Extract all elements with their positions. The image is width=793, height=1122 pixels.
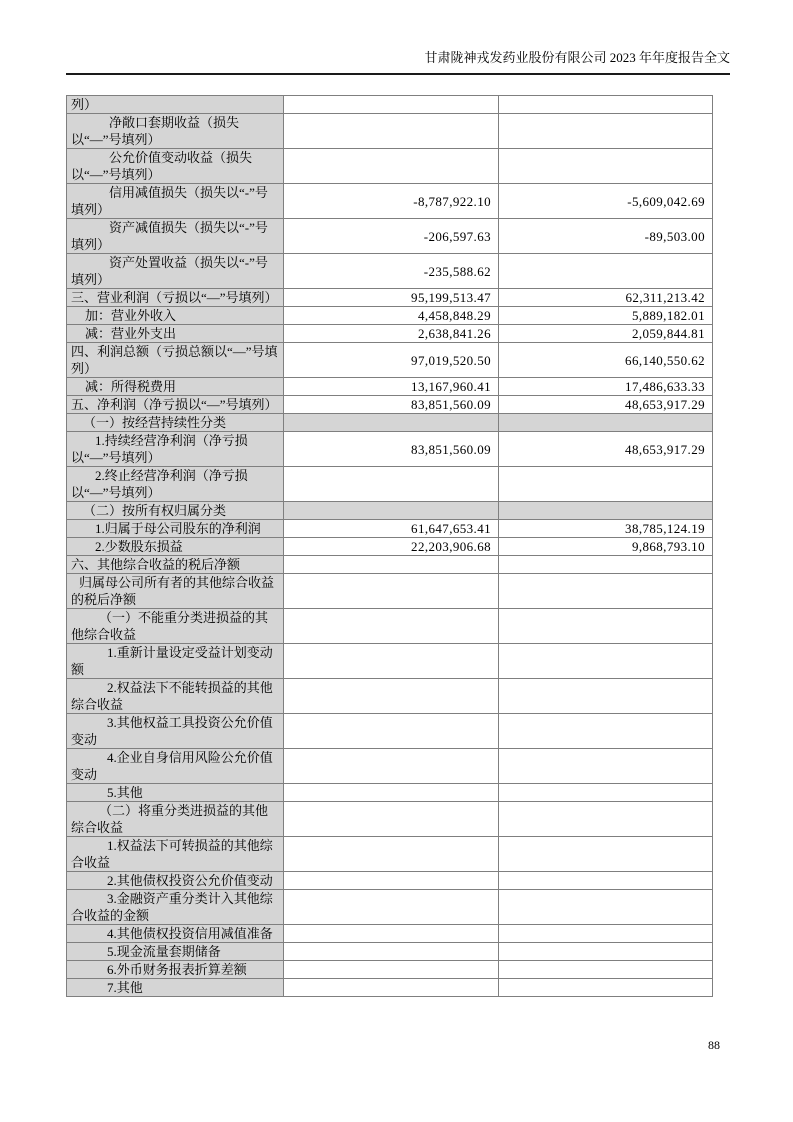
row-value-current-period bbox=[284, 943, 499, 961]
row-value-prior-period bbox=[499, 96, 713, 114]
row-value-prior-period bbox=[499, 837, 713, 872]
row-value-prior-period bbox=[499, 872, 713, 890]
header-rule bbox=[66, 73, 730, 75]
row-value-prior-period bbox=[499, 644, 713, 679]
row-label: 资产减值损失（损失以“-”号填列） bbox=[67, 219, 284, 254]
row-value-current-period bbox=[284, 414, 499, 432]
row-value-current-period bbox=[284, 961, 499, 979]
table-row bbox=[67, 872, 713, 890]
row-value-prior-period: -5,609,042.69 bbox=[499, 184, 713, 219]
row-label: 信用减值损失（损失以“-”号填列） bbox=[67, 184, 284, 219]
row-label: 1.权益法下可转损益的其他综合收益 bbox=[67, 837, 284, 872]
row-value-current-period bbox=[284, 925, 499, 943]
row-label: 6.外币财务报表折算差额 bbox=[67, 961, 284, 979]
page-header-title: 甘肃陇神戎发药业股份有限公司 2023 年年度报告全文 bbox=[424, 50, 730, 65]
table-row bbox=[67, 679, 713, 714]
row-value-prior-period: -89,503.00 bbox=[499, 219, 713, 254]
table-row bbox=[67, 520, 713, 538]
row-value-current-period: 4,458,848.29 bbox=[284, 307, 499, 325]
row-label: 公允价值变动收益（损失以“—”号填列） bbox=[67, 149, 284, 184]
row-value-current-period bbox=[284, 890, 499, 925]
row-value-current-period: 61,647,653.41 bbox=[284, 520, 499, 538]
row-label: 1.重新计量设定受益计划变动额 bbox=[67, 644, 284, 679]
row-value-current-period bbox=[284, 114, 499, 149]
row-label: 六、其他综合收益的税后净额 bbox=[67, 556, 284, 574]
row-value-current-period bbox=[284, 784, 499, 802]
row-value-prior-period: 48,653,917.29 bbox=[499, 396, 713, 414]
row-value-current-period: 95,199,513.47 bbox=[284, 289, 499, 307]
table-row bbox=[67, 714, 713, 749]
row-value-prior-period bbox=[499, 802, 713, 837]
row-value-current-period bbox=[284, 837, 499, 872]
row-label: 7.其他 bbox=[67, 979, 284, 997]
row-value-current-period bbox=[284, 679, 499, 714]
row-value-current-period bbox=[284, 802, 499, 837]
row-value-prior-period bbox=[499, 467, 713, 502]
row-value-prior-period bbox=[499, 574, 713, 609]
row-value-prior-period: 66,140,550.62 bbox=[499, 343, 713, 378]
row-value-prior-period: 48,653,917.29 bbox=[499, 432, 713, 467]
row-value-current-period bbox=[284, 502, 499, 520]
table-row bbox=[67, 609, 713, 644]
table-row bbox=[67, 943, 713, 961]
row-value-current-period bbox=[284, 609, 499, 644]
table-row bbox=[67, 467, 713, 502]
table-row bbox=[67, 644, 713, 679]
row-label: 1.归属于母公司股东的净利润 bbox=[67, 520, 284, 538]
table-row bbox=[67, 307, 713, 325]
row-value-current-period bbox=[284, 644, 499, 679]
row-label: （一）不能重分类进损益的其他综合收益 bbox=[67, 609, 284, 644]
row-value-current-period: 83,851,560.09 bbox=[284, 432, 499, 467]
row-value-prior-period bbox=[499, 890, 713, 925]
table-row bbox=[67, 289, 713, 307]
row-label: 减：所得税费用 bbox=[67, 378, 284, 396]
row-label: 3.金融资产重分类计入其他综合收益的金额 bbox=[67, 890, 284, 925]
row-value-current-period: 22,203,906.68 bbox=[284, 538, 499, 556]
row-value-prior-period bbox=[499, 943, 713, 961]
row-value-prior-period bbox=[499, 714, 713, 749]
row-label: 加：营业外收入 bbox=[67, 307, 284, 325]
table-row bbox=[67, 556, 713, 574]
row-value-current-period: 13,167,960.41 bbox=[284, 378, 499, 396]
row-value-prior-period bbox=[499, 679, 713, 714]
row-value-prior-period bbox=[499, 784, 713, 802]
table-row bbox=[67, 802, 713, 837]
row-value-prior-period bbox=[499, 149, 713, 184]
table-row bbox=[67, 837, 713, 872]
row-label: 减：营业外支出 bbox=[67, 325, 284, 343]
row-value-current-period bbox=[284, 714, 499, 749]
table-row bbox=[67, 343, 713, 378]
row-value-current-period: 83,851,560.09 bbox=[284, 396, 499, 414]
table-row bbox=[67, 219, 713, 254]
row-value-prior-period: 9,868,793.10 bbox=[499, 538, 713, 556]
row-value-prior-period bbox=[499, 925, 713, 943]
table-row bbox=[67, 749, 713, 784]
row-label: （一）按经营持续性分类 bbox=[67, 414, 284, 432]
table-row bbox=[67, 979, 713, 997]
table-row bbox=[67, 925, 713, 943]
row-value-prior-period: 38,785,124.19 bbox=[499, 520, 713, 538]
row-label: 五、净利润（净亏损以“—”号填列） bbox=[67, 396, 284, 414]
table-row bbox=[67, 254, 713, 289]
row-value-current-period: 97,019,520.50 bbox=[284, 343, 499, 378]
row-value-prior-period bbox=[499, 254, 713, 289]
row-value-prior-period: 62,311,213.42 bbox=[499, 289, 713, 307]
row-value-prior-period bbox=[499, 414, 713, 432]
row-value-current-period bbox=[284, 96, 499, 114]
table-row bbox=[67, 502, 713, 520]
row-label: 列） bbox=[67, 96, 284, 114]
row-label: 1.持续经营净利润（净亏损以“—”号填列） bbox=[67, 432, 284, 467]
table-row bbox=[67, 378, 713, 396]
row-label: 2.终止经营净利润（净亏损以“—”号填列） bbox=[67, 467, 284, 502]
table-row bbox=[67, 184, 713, 219]
table-row bbox=[67, 574, 713, 609]
row-value-current-period: -235,588.62 bbox=[284, 254, 499, 289]
row-value-prior-period bbox=[499, 502, 713, 520]
row-value-current-period: 2,638,841.26 bbox=[284, 325, 499, 343]
row-label: 归属母公司所有者的其他综合收益的税后净额 bbox=[67, 574, 284, 609]
row-label: 净敞口套期收益（损失以“—”号填列） bbox=[67, 114, 284, 149]
row-value-prior-period bbox=[499, 961, 713, 979]
row-value-current-period bbox=[284, 979, 499, 997]
row-label: 2.权益法下不能转损益的其他综合收益 bbox=[67, 679, 284, 714]
row-value-prior-period bbox=[499, 114, 713, 149]
row-label: 三、营业利润（亏损以“—”号填列） bbox=[67, 289, 284, 307]
row-value-current-period bbox=[284, 149, 499, 184]
row-value-prior-period: 17,486,633.33 bbox=[499, 378, 713, 396]
row-value-prior-period: 2,059,844.81 bbox=[499, 325, 713, 343]
row-label: 2.其他债权投资公允价值变动 bbox=[67, 872, 284, 890]
table-row bbox=[67, 414, 713, 432]
table-row bbox=[67, 432, 713, 467]
row-value-prior-period: 5,889,182.01 bbox=[499, 307, 713, 325]
row-value-current-period bbox=[284, 556, 499, 574]
row-label: 4.企业自身信用风险公允价值变动 bbox=[67, 749, 284, 784]
row-value-prior-period bbox=[499, 556, 713, 574]
row-label: 4.其他债权投资信用减值准备 bbox=[67, 925, 284, 943]
table-row bbox=[67, 149, 713, 184]
table-row bbox=[67, 784, 713, 802]
row-label: 3.其他权益工具投资公允价值变动 bbox=[67, 714, 284, 749]
row-label: 5.其他 bbox=[67, 784, 284, 802]
table-row bbox=[67, 538, 713, 556]
table-row bbox=[67, 890, 713, 925]
table-row bbox=[67, 114, 713, 149]
row-label: 四、利润总额（亏损总额以“—”号填列） bbox=[67, 343, 284, 378]
row-value-prior-period bbox=[499, 749, 713, 784]
row-value-prior-period bbox=[499, 979, 713, 997]
table-row bbox=[67, 325, 713, 343]
row-value-current-period: -8,787,922.10 bbox=[284, 184, 499, 219]
row-value-current-period bbox=[284, 467, 499, 502]
row-value-current-period bbox=[284, 574, 499, 609]
income-statement-table bbox=[66, 95, 713, 997]
row-label: （二）将重分类进损益的其他综合收益 bbox=[67, 802, 284, 837]
row-label: 2.少数股东损益 bbox=[67, 538, 284, 556]
row-value-current-period bbox=[284, 872, 499, 890]
row-value-current-period: -206,597.63 bbox=[284, 219, 499, 254]
page-number: 88 bbox=[708, 1038, 720, 1052]
row-value-current-period bbox=[284, 749, 499, 784]
table-row bbox=[67, 961, 713, 979]
table-row bbox=[67, 96, 713, 114]
row-label: 资产处置收益（损失以“-”号填列） bbox=[67, 254, 284, 289]
row-label: （二）按所有权归属分类 bbox=[67, 502, 284, 520]
row-label: 5.现金流量套期储备 bbox=[67, 943, 284, 961]
table-row bbox=[67, 396, 713, 414]
row-value-prior-period bbox=[499, 609, 713, 644]
